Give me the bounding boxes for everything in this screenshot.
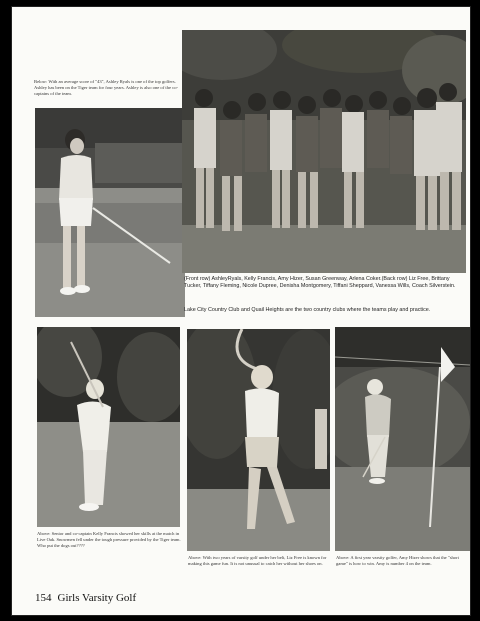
photo-kelly-francis-swing bbox=[37, 327, 180, 527]
photo-team bbox=[182, 30, 466, 273]
caption-ashley-ryals: Below: With an average score of "43", Ashley Ryals is one of the top golfers. Ashley has been on the Tiger team for four years. Ashley is also one of the co-captains of the team. bbox=[34, 79, 179, 96]
caption-amy-hizer: Above: A first year varsity golfer, Amy Hizer shows that the "short game" is how to win. Amy is number 4 on the team. bbox=[336, 555, 459, 566]
caption-kelly-francis: Above: Senior and co-captain Kelly Francis showed her skills at the match in Live Oak. Snowmen fell under the tough pressure provided by the Tiger team. Who put the dogs out???? bbox=[37, 531, 181, 548]
photo-liz-free-swing bbox=[187, 329, 330, 551]
photo-amy-hizer-putting bbox=[335, 327, 470, 551]
page-footer bbox=[35, 592, 142, 604]
caption-liz-free: Above: With two years of varsity golf under her belt, Liz Free is known for making this game fun. It is not unusual to catch her without her shoes on. bbox=[188, 555, 327, 566]
section-title: Girls Varsity Golf bbox=[57, 592, 137, 604]
yearbook-page bbox=[11, 6, 471, 616]
caption-country-clubs: Lake City Country Club and Quail Heights are the two country clubs where the teams play and practice. bbox=[184, 307, 431, 313]
page-number: 154 bbox=[35, 592, 52, 604]
caption-team-roster: (Front row) AshleyRyals, Kelly Francis, Amy Hizer, Susan Greenway, Arlena Coker.(Back row) Liz Free, Brittany Tucker, Tiffany Fleming, Nicole Dupree, Denisha Montgomery, Tiffani Sheppard, Vanessa Wills, Coach Silverstein. bbox=[184, 276, 456, 289]
photo-ashley-ryals-putting bbox=[35, 108, 185, 317]
